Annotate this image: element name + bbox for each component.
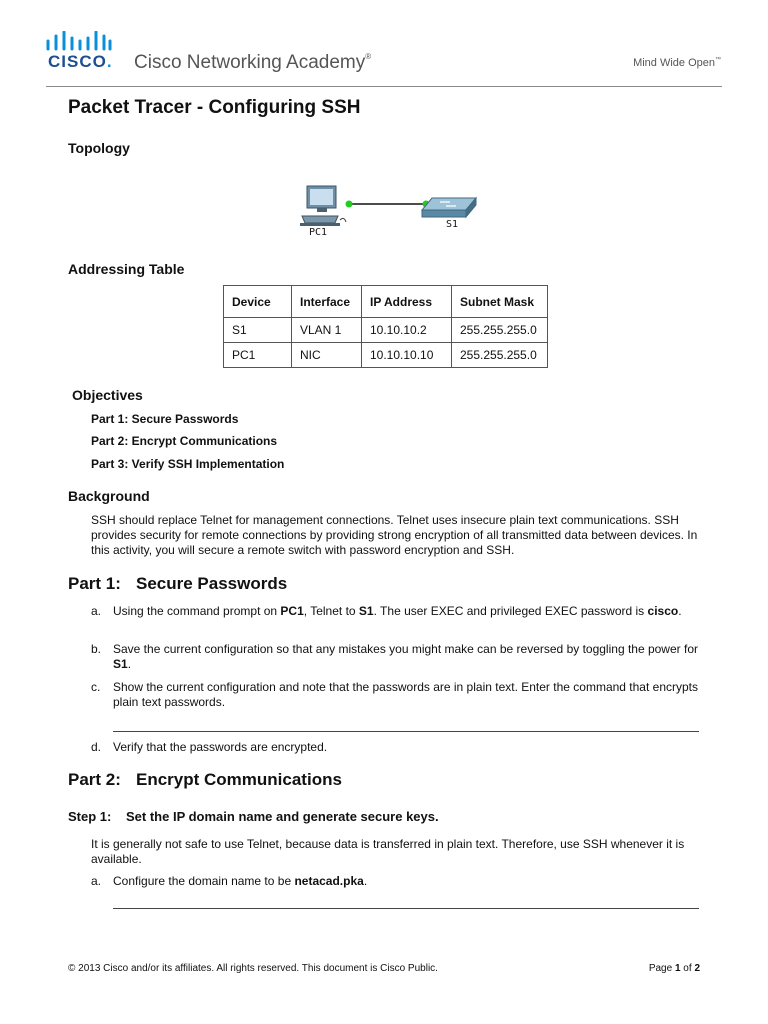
text-run: Save the current configuration so that any mistakes you might make can be reversed by toggling the power for [113, 642, 698, 656]
table-header-row [224, 286, 548, 318]
page-footer [68, 963, 700, 974]
text-run: . [363, 874, 368, 888]
table-row [224, 318, 548, 343]
list-item-text [113, 680, 706, 710]
part1-title: Secure Passwords [136, 574, 288, 593]
table-cell: PC1 [224, 343, 292, 368]
text-run: . [127, 657, 132, 671]
column-header: Subnet Mask [452, 286, 548, 318]
objective-item: Part 1: Secure Passwords [91, 412, 239, 426]
pc-port-indicator [346, 201, 353, 208]
answer-line[interactable] [113, 908, 699, 909]
list-item [91, 604, 706, 619]
table-cell: VLAN 1 [292, 318, 362, 343]
list-item [91, 680, 706, 710]
page-number: Page 1 of 2 [648, 963, 700, 974]
list-item-text [113, 740, 706, 755]
step1-number: Step 1: [68, 809, 112, 824]
topology-heading: Topology [68, 140, 130, 156]
part1-heading [68, 574, 287, 594]
column-header: Device [224, 286, 292, 318]
objective-item: Part 3: Verify SSH Implementation [91, 457, 285, 471]
table-cell: 10.10.10.2 [362, 318, 452, 343]
list-item-text [113, 874, 706, 889]
background-text: SSH should replace Telnet for management connections. Telnet uses insecure plain text communications. SSH provides security for remote connections by providing strong encryption of all transmitted data between devices. In this activity, you will secure a remote switch with password encryption and SSH. [91, 513, 698, 557]
text-run-bold: S1 [113, 657, 128, 671]
step1-heading [68, 809, 439, 824]
addressing-table-heading: Addressing Table [68, 261, 185, 277]
table-cell: NIC [292, 343, 362, 368]
list-item [91, 874, 706, 889]
list-marker: c. [91, 680, 101, 694]
table-cell: S1 [224, 318, 292, 343]
objectives-heading: Objectives [72, 387, 143, 403]
text-run: Show the current configuration and note that the passwords are in plain text. Enter the command that encrypts plain text passwords. [113, 680, 698, 709]
copyright-text: © 2013 Cisco and/or its affiliates. All rights reserved. This document is Cisco Public. [68, 963, 438, 974]
part2-number: Part 2: [68, 770, 121, 789]
list-marker: d. [91, 740, 102, 754]
switch-icon [422, 198, 476, 217]
table-cell: 255.255.255.0 [452, 343, 548, 368]
part2-title: Encrypt Communications [136, 770, 342, 789]
answer-line[interactable] [113, 731, 699, 732]
background-heading: Background [68, 488, 150, 504]
column-header: Interface [292, 286, 362, 318]
part2-heading [68, 770, 342, 790]
list-marker: a. [91, 874, 102, 888]
text-run: , Telnet to [303, 604, 359, 618]
cisco-logo-bars-icon [46, 31, 112, 51]
text-run: Using the command prompt on [113, 604, 281, 618]
table-cell: 10.10.10.10 [362, 343, 452, 368]
list-item [91, 642, 706, 672]
addressing-table [223, 285, 548, 368]
table-cell: 255.255.255.0 [452, 318, 548, 343]
academy-name: Cisco Networking Academy® [134, 52, 372, 73]
header-divider [46, 86, 722, 87]
list-item-text [113, 604, 706, 619]
table-row [224, 343, 548, 368]
cisco-logo-text: CISCO. [48, 52, 113, 71]
text-run: Verify that the passwords are encrypted. [113, 740, 328, 754]
step1-title: Set the IP domain name and generate secure keys. [126, 809, 439, 824]
text-run-bold: S1 [358, 604, 374, 618]
tagline: Mind Wide Open™ [633, 57, 721, 69]
column-header: IP Address [362, 286, 452, 318]
page-header [0, 0, 768, 90]
text-run-bold: netacad.pka [294, 874, 364, 888]
objective-item: Part 2: Encrypt Communications [91, 434, 278, 448]
list-marker: b. [91, 642, 102, 656]
text-run-bold: cisco [647, 604, 679, 618]
s1-label: S1 [446, 219, 459, 230]
list-item-text [113, 642, 706, 672]
part1-number: Part 1: [68, 574, 121, 593]
list-item [91, 740, 706, 755]
text-run: . [678, 604, 682, 618]
pc1-label: PC1 [309, 227, 328, 238]
text-run: Configure the domain name to be [113, 874, 295, 888]
step1-intro: It is generally not safe to use Telnet, because data is transferred in plain text. Therefore, use SSH whenever it is available. [91, 837, 685, 866]
text-run-bold: PC1 [280, 604, 304, 618]
text-run: . The user EXEC and privileged EXEC password is [373, 604, 648, 618]
list-marker: a. [91, 604, 102, 618]
pc-icon [300, 186, 346, 226]
page-title: Packet Tracer - Configuring SSH [68, 97, 361, 118]
